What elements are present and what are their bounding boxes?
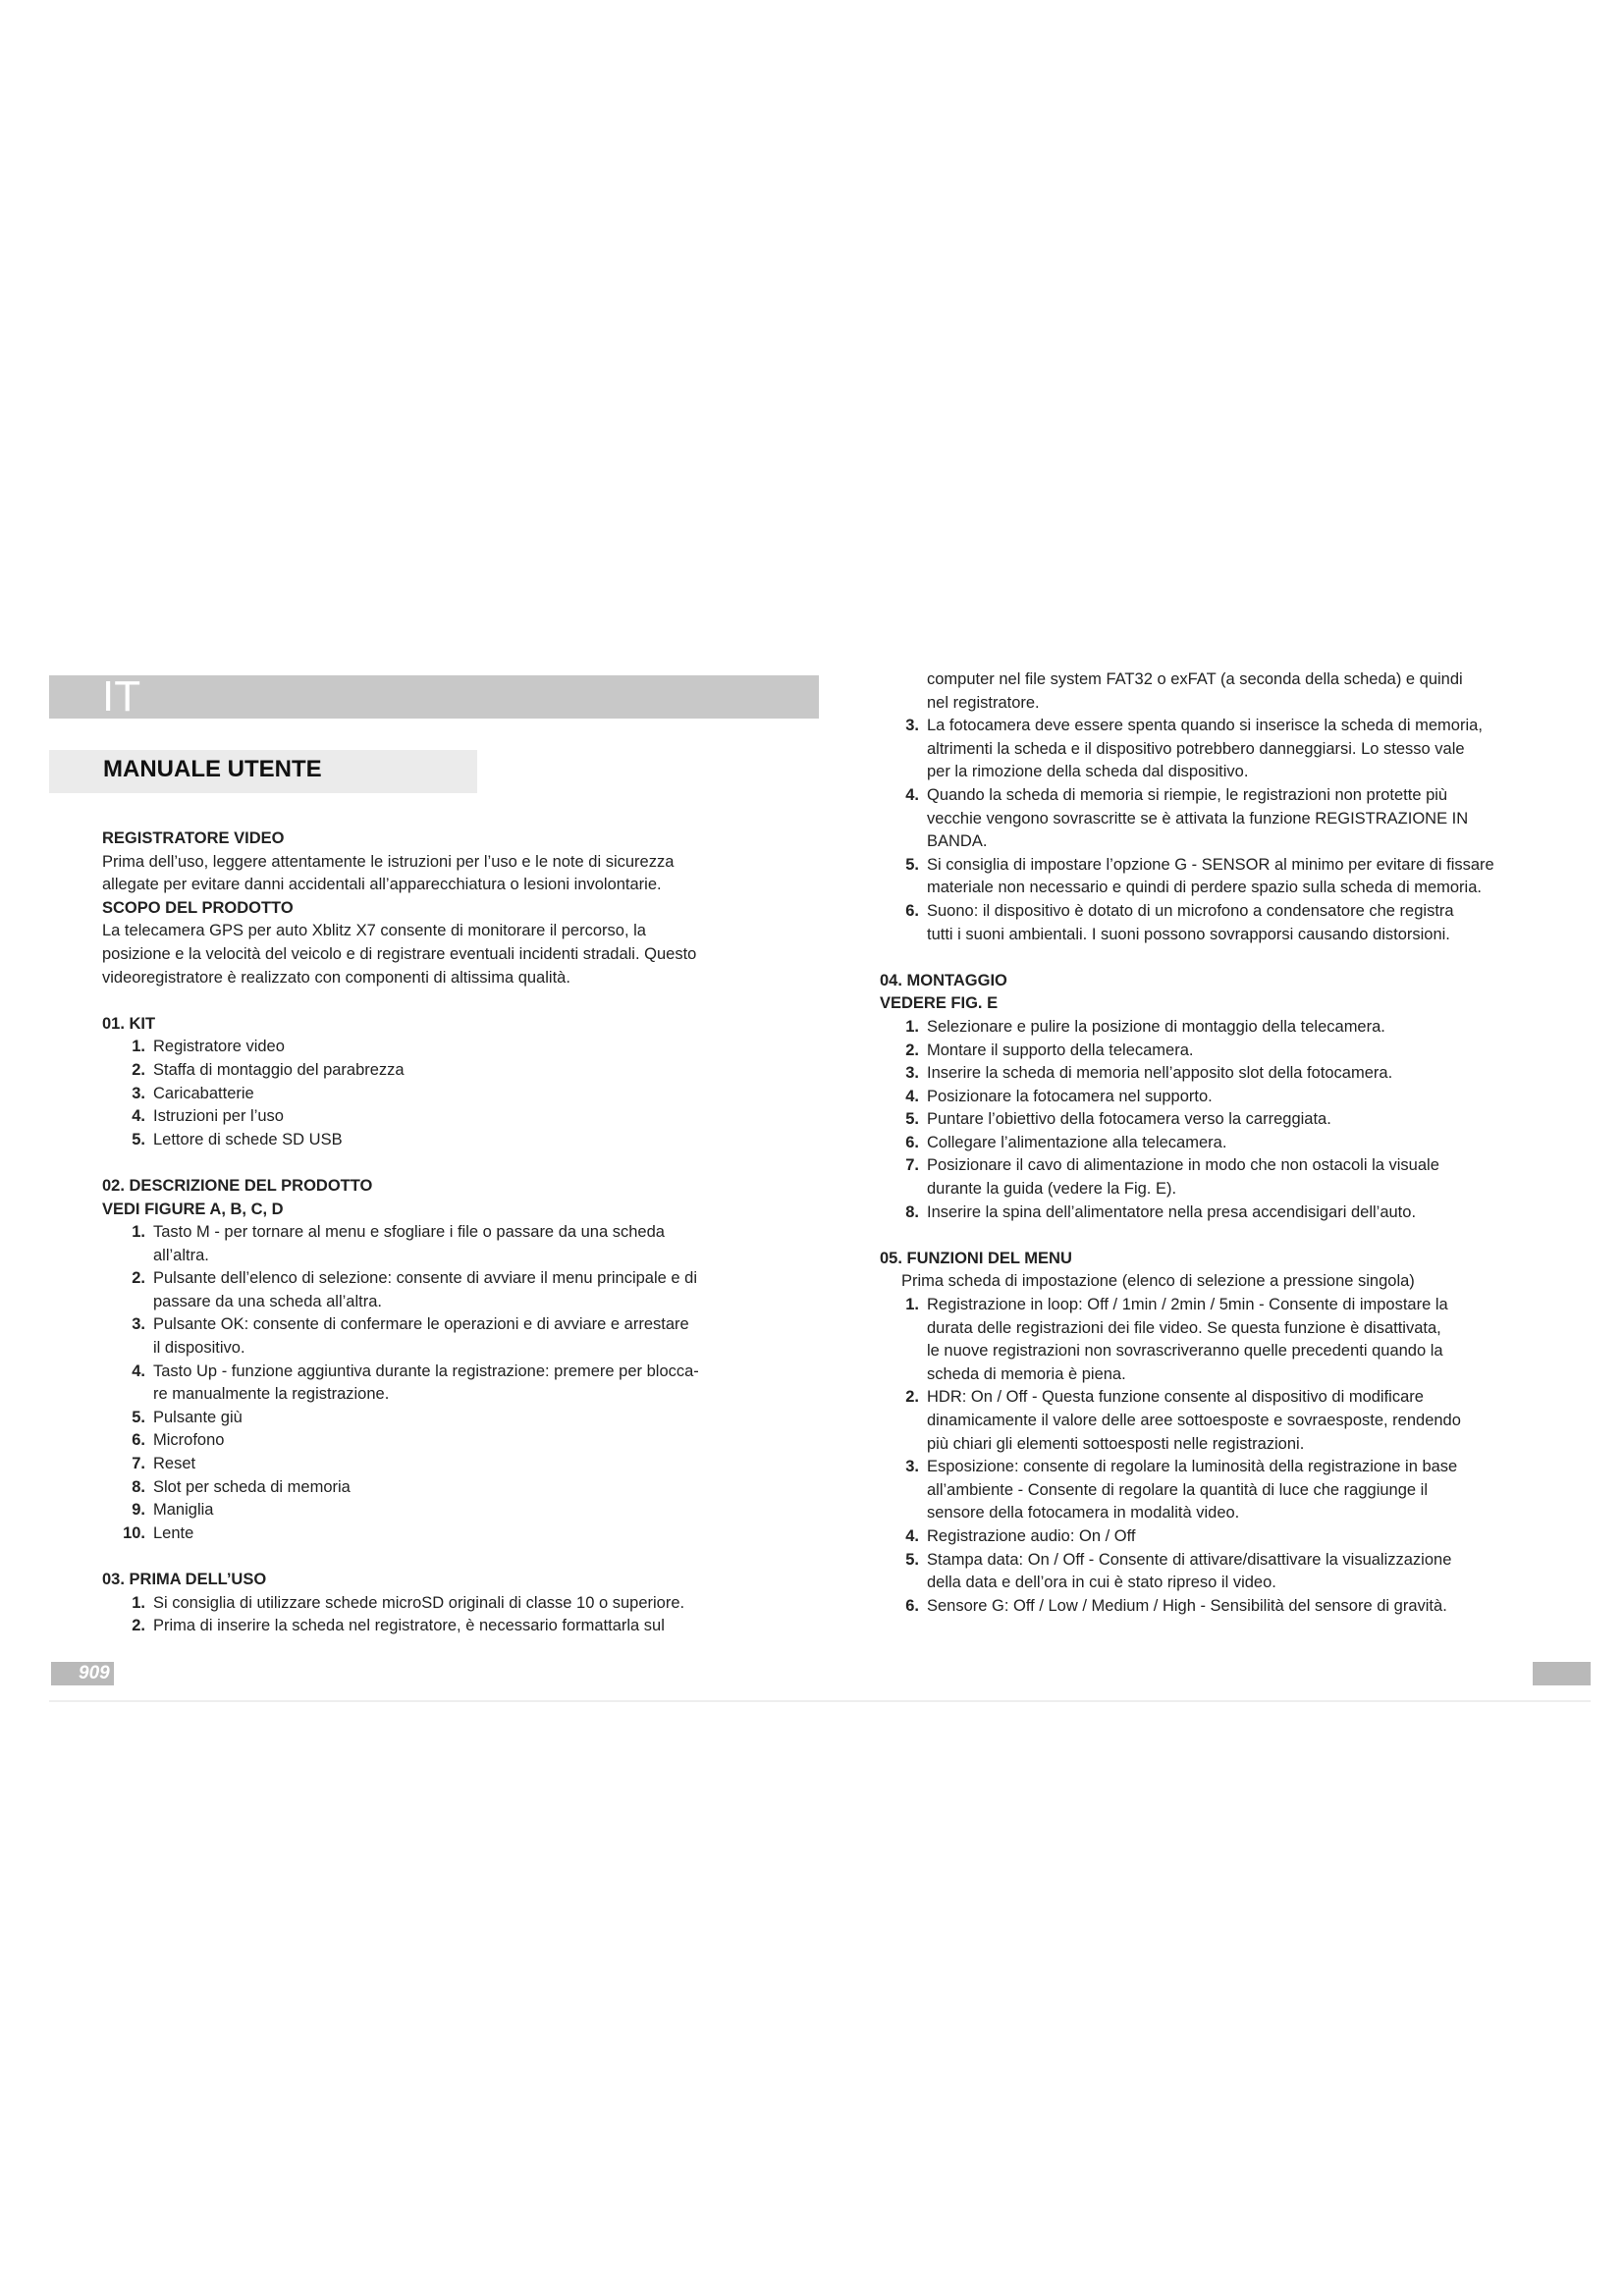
list-item-text: scheda di memoria è piena. xyxy=(927,1364,1126,1383)
list-number: 6. xyxy=(905,901,919,920)
description-item xyxy=(102,1453,760,1476)
divider xyxy=(49,1700,1591,1702)
list-item-text: Collegare l’alimentazione alla telecamera. xyxy=(927,1133,1227,1151)
mounting-item xyxy=(880,1132,1547,1155)
list-item-text: Lente xyxy=(153,1523,194,1542)
list-item-text: Inserire la scheda di memoria nell’apposito slot della fotocamera. xyxy=(927,1064,1393,1083)
before-use-item xyxy=(102,1615,760,1638)
intro-line: Prima dell’uso, leggere attentamente le istruzioni per l’uso e le note di sicurezza xyxy=(102,852,675,871)
list-item-text: Si consiglia di impostare l’opzione G - SENSOR al minimo per evitare di fissare xyxy=(927,855,1494,874)
list-number: 8. xyxy=(905,1202,919,1221)
list-number: 3. xyxy=(132,1315,145,1334)
description-item xyxy=(102,1407,760,1430)
language-code: IT xyxy=(102,672,141,721)
before-use-item xyxy=(880,854,1547,900)
list-item-text: Registrazione audio: On / Off xyxy=(927,1526,1136,1545)
menu-function-item xyxy=(880,1595,1547,1619)
list-number: 2. xyxy=(905,1388,919,1407)
list-item-text: La fotocamera deve essere spenta quando si inserisce la scheda di memoria, xyxy=(927,717,1483,735)
list-number: 2. xyxy=(132,1269,145,1288)
list-item-text: Istruzioni per l’uso xyxy=(153,1107,284,1126)
kit-list xyxy=(102,1036,760,1151)
language-banner xyxy=(49,672,819,721)
kit-item xyxy=(102,1083,760,1106)
before-use-list xyxy=(102,1592,760,1638)
list-item-text: altrimenti la scheda e il dispositivo potrebbero danneggiarsi. Lo stesso vale xyxy=(927,739,1465,758)
list-item-text: all’ambiente - Consente di regolare la quantità di luce che raggiunge il xyxy=(927,1480,1428,1499)
list-item-text: all’altra. xyxy=(153,1246,209,1264)
continued-line: computer nel file system FAT32 o exFAT (a seconda della scheda) e quindi xyxy=(927,670,1463,688)
page-title: MANUALE UTENTE xyxy=(103,756,322,782)
list-number: 5. xyxy=(905,1110,919,1129)
list-item-text: più chiari gli elementi sottoesposti nelle registrazioni. xyxy=(927,1434,1305,1453)
kit-item xyxy=(102,1036,760,1059)
list-item-text: passare da una scheda all’altra. xyxy=(153,1292,382,1310)
list-number: 2. xyxy=(132,1617,145,1635)
list-item-text: Reset xyxy=(153,1455,196,1473)
list-item-text: Suono: il dispositivo è dotato di un microfono a condensatore che registra xyxy=(927,901,1454,920)
list-item-text: Selezionare e pulire la posizione di montaggio della telecamera. xyxy=(927,1017,1385,1036)
list-number: 4. xyxy=(905,1526,919,1545)
scope-line: videoregistratore è realizzato con componenti di altissima qualità. xyxy=(102,968,570,987)
kit-heading: 01. KIT xyxy=(102,1014,156,1033)
kit-item xyxy=(102,1105,760,1129)
list-number: 5. xyxy=(905,855,919,874)
list-item-text: Caricabatterie xyxy=(153,1084,254,1102)
list-item-text: Puntare l’obiettivo della fotocamera verso la carreggiata. xyxy=(927,1110,1331,1129)
list-item-text: le nuove registrazioni non sovrascriveranno quelle precedenti quando la xyxy=(927,1342,1443,1361)
description-item xyxy=(102,1267,760,1313)
list-item-text: Slot per scheda di memoria xyxy=(153,1477,351,1496)
list-number: 1. xyxy=(905,1296,919,1314)
list-number: 4. xyxy=(132,1107,145,1126)
list-item-text: il dispositivo. xyxy=(153,1339,245,1358)
list-number: 4. xyxy=(905,785,919,804)
list-number: 8. xyxy=(132,1477,145,1496)
menu-heading: 05. FUNZIONI DEL MENU xyxy=(880,1249,1072,1267)
list-item-text: Pulsante giù xyxy=(153,1408,243,1426)
description-item xyxy=(102,1313,760,1360)
list-number: 5. xyxy=(132,1408,145,1426)
list-item-text: Quando la scheda di memoria si riempie, le registrazioni non protette più xyxy=(927,785,1448,804)
list-item-text: Lettore di schede SD USB xyxy=(153,1130,343,1148)
description-subheading: VEDI FIGURE A, B, C, D xyxy=(102,1200,284,1218)
list-number: 3. xyxy=(905,1064,919,1083)
list-number: 10. xyxy=(123,1523,145,1542)
list-number: 5. xyxy=(905,1550,919,1569)
list-item-text: vecchie vengono sovrascritte se è attivata la funzione REGISTRAZIONE IN xyxy=(927,809,1469,828)
description-item xyxy=(102,1221,760,1267)
description-list xyxy=(102,1221,760,1545)
menu-function-item xyxy=(880,1525,1547,1549)
list-item-text: Prima di inserire la scheda nel registratore, è necessario formattarla sul xyxy=(153,1617,665,1635)
scope-heading: SCOPO DEL PRODOTTO xyxy=(102,898,294,917)
list-item-text: Staffa di montaggio del parabrezza xyxy=(153,1060,405,1079)
list-item-text: Pulsante dell’elenco di selezione: consente di avviare il menu principale e di xyxy=(153,1269,697,1288)
description-item xyxy=(102,1476,760,1500)
list-item-text: Inserire la spina dell’alimentatore nella presa accendisigari dell’auto. xyxy=(927,1202,1417,1221)
page-number: 909 xyxy=(79,1663,110,1683)
kit-item xyxy=(102,1129,760,1152)
mounting-list xyxy=(880,1016,1547,1224)
list-item-text: sensore della fotocamera in modalità video. xyxy=(927,1504,1240,1522)
list-number: 3. xyxy=(905,717,919,735)
mounting-item xyxy=(880,1154,1547,1201)
list-number: 4. xyxy=(905,1087,919,1105)
list-number: 2. xyxy=(905,1041,919,1059)
list-number: 1. xyxy=(132,1038,145,1056)
intro-line: allegate per evitare danni accidentali all’apparecchiatura o lesioni involontarie. xyxy=(102,876,662,894)
list-item-text: Tasto Up - funzione aggiuntiva durante la registrazione: premere per blocca- xyxy=(153,1362,699,1380)
list-item-text: HDR: On / Off - Questa funzione consente al dispositivo di modificare xyxy=(927,1388,1424,1407)
description-item xyxy=(102,1499,760,1522)
list-item-text: Esposizione: consente di regolare la luminosità della registrazione in base xyxy=(927,1458,1458,1476)
mounting-item xyxy=(880,1062,1547,1086)
list-item-text: tutti i suoni ambientali. I suoni possono sovrapporsi causando distorsioni. xyxy=(927,925,1450,943)
continued-line: nel registratore. xyxy=(927,693,1040,712)
before-use-item xyxy=(102,1592,760,1616)
description-heading: 02. DESCRIZIONE DEL PRODOTTO xyxy=(102,1176,373,1195)
list-number: 1. xyxy=(132,1593,145,1612)
description-item xyxy=(102,1361,760,1407)
list-number: 1. xyxy=(132,1223,145,1242)
list-item-text: Posizionare il cavo di alimentazione in modo che non ostacoli la visuale xyxy=(927,1156,1439,1175)
kit-item xyxy=(102,1059,760,1083)
list-number: 3. xyxy=(132,1084,145,1102)
description-item xyxy=(102,1429,760,1453)
before-use-item xyxy=(880,715,1547,784)
page-marker-right xyxy=(1533,1662,1591,1685)
mounting-heading: 04. MONTAGGIO xyxy=(880,971,1007,989)
list-item-text: della data e dell’ora in cui è stato ripreso il video. xyxy=(927,1574,1276,1592)
list-number: 7. xyxy=(132,1455,145,1473)
before-use-item xyxy=(880,900,1547,946)
mounting-item xyxy=(880,1108,1547,1132)
menu-function-item xyxy=(880,1294,1547,1386)
mounting-item xyxy=(880,1040,1547,1063)
menu-function-item xyxy=(880,1456,1547,1525)
list-item-text: per la rimozione della scheda dal dispositivo. xyxy=(927,763,1249,781)
mounting-subheading: VEDERE FIG. E xyxy=(880,994,999,1013)
list-item-text: Sensore G: Off / Low / Medium / High - Sensibilità del sensore di gravità. xyxy=(927,1596,1447,1615)
list-number: 6. xyxy=(905,1133,919,1151)
list-item-text: Montare il supporto della telecamera. xyxy=(927,1041,1194,1059)
list-item-text: Registratore video xyxy=(153,1038,285,1056)
title-banner xyxy=(49,750,477,793)
list-item-text: Si consiglia di utilizzare schede microSD originali di classe 10 o superiore. xyxy=(153,1593,685,1612)
list-item-text: BANDA. xyxy=(927,832,988,851)
list-number: 2. xyxy=(132,1060,145,1079)
list-number: 9. xyxy=(132,1501,145,1520)
description-item xyxy=(102,1522,760,1546)
list-number: 6. xyxy=(905,1596,919,1615)
intro-heading: REGISTRATORE VIDEO xyxy=(102,829,285,847)
list-item-text: Microfono xyxy=(153,1431,225,1450)
list-item-text: materiale non necessario e quindi di perdere spazio sulla scheda di memoria. xyxy=(927,879,1482,897)
before-use-heading: 03. PRIMA DELL’USO xyxy=(102,1571,267,1588)
menu-intro: Prima scheda di impostazione (elenco di selezione a pressione singola) xyxy=(901,1272,1415,1291)
menu-function-item xyxy=(880,1386,1547,1456)
right-column xyxy=(880,668,1547,1618)
list-item-text: re manualmente la registrazione. xyxy=(153,1385,390,1404)
menu-functions-list xyxy=(880,1294,1547,1618)
list-item-text: Maniglia xyxy=(153,1501,214,1520)
mounting-item xyxy=(880,1086,1547,1109)
list-item-text: Stampa data: On / Off - Consente di attivare/disattivare la visualizzazione xyxy=(927,1550,1452,1569)
scope-line: posizione e la velocità del veicolo e di registrare eventuali incidenti stradali. Questo xyxy=(102,944,697,963)
before-use-list-continued xyxy=(880,715,1547,946)
scope-line: La telecamera GPS per auto Xblitz X7 consente di monitorare il percorso, la xyxy=(102,922,646,940)
list-item-text: Posizionare la fotocamera nel supporto. xyxy=(927,1087,1213,1105)
list-item-text: dinamicamente il valore delle aree sottoesposte e sovraesposte, rendendo xyxy=(927,1412,1461,1429)
list-item-text: Pulsante OK: consente di confermare le operazioni e di avviare e arrestare xyxy=(153,1315,689,1334)
list-number: 3. xyxy=(905,1458,919,1476)
list-number: 1. xyxy=(905,1017,919,1036)
left-column xyxy=(102,828,760,1638)
mounting-item xyxy=(880,1201,1547,1225)
list-item-text: Tasto M - per tornare al menu e sfogliare i file o passare da una scheda xyxy=(153,1223,665,1242)
list-number: 6. xyxy=(132,1431,145,1450)
list-number: 5. xyxy=(132,1130,145,1148)
menu-function-item xyxy=(880,1549,1547,1595)
list-item-text: durata delle registrazioni dei file video. Se questa funzione è disattivata, xyxy=(927,1318,1441,1337)
mounting-item xyxy=(880,1016,1547,1040)
list-number: 4. xyxy=(132,1362,145,1380)
page-number-badge xyxy=(51,1662,114,1685)
list-item-text: durante la guida (vedere la Fig. E). xyxy=(927,1180,1177,1199)
list-item-text: Registrazione in loop: Off / 1min / 2min / 5min - Consente di impostare la xyxy=(927,1296,1448,1314)
list-number: 7. xyxy=(905,1156,919,1175)
before-use-item xyxy=(880,784,1547,854)
